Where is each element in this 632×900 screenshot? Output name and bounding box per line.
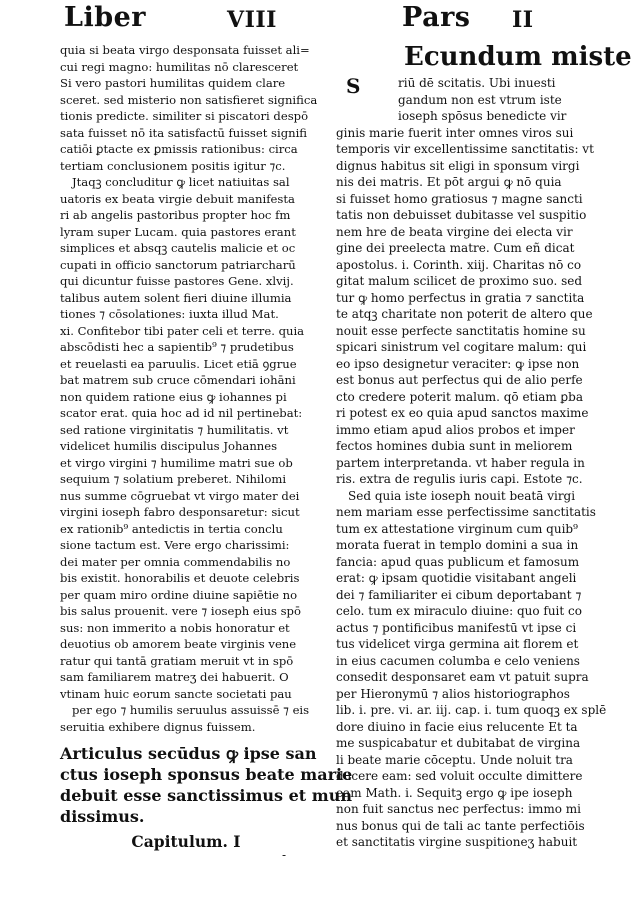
text-line: apostolus. i. Corinth. xiij. Charitas nō co: [336, 257, 582, 272]
text-line: te atqꝫ charitate non poterit de altero que: [336, 307, 593, 321]
text-line: nouit esse perfecte sanctitatis homine su: [336, 323, 586, 338]
text-line: lib. i. pre. vi. ar. iij. cap. i. tum quoqꝫ ex splē: [336, 703, 607, 717]
text-line: fectos homines dubia sunt in meliorem: [336, 439, 573, 453]
article-heading-line: ctus ioseph sponsus beate marie: [60, 765, 353, 784]
left-body-text: [60, 42, 318, 735]
footer-mark: -: [282, 848, 287, 862]
text-line: sata fuisset nō ita satisfactū fuisset signifi: [60, 125, 308, 140]
text-line: gandum non est vtrum iste: [398, 92, 562, 107]
text-line: dore diuino in facie eius relucente Et ta: [336, 719, 578, 734]
text-line: videlicet humilis discipulus Johannes: [60, 439, 278, 453]
text-line: xi. Confitebor tibi pater celi et terre. quia: [60, 323, 305, 338]
text-line: sceret. sed misterio non satisfieret significa: [60, 92, 318, 107]
text-line: celo. tum ex miraculo diuine: quo fuit co: [336, 604, 582, 618]
text-line: et virgo virgini ⁊ humilime matri sue ob: [60, 455, 293, 470]
section-opening-heading: Ecundum miste: [404, 42, 632, 72]
text-line: tus videlicet virga germina ait florem et: [336, 637, 579, 651]
article-heading-line: dissimus.: [60, 807, 145, 826]
text-line: per quam miro ordine diuine sapiētie no: [60, 587, 298, 602]
chapter-heading: [60, 831, 312, 853]
text-line: per ego ⁊ humilis seruulus assuissē ⁊ eis: [72, 703, 310, 717]
text-line: uatoris ex beata virgie debuit manifesta: [60, 191, 295, 206]
text-line: ex rationib⁹ antedictis in tertia conclu: [60, 521, 283, 536]
text-line: consedit desponsaret eam vt patuit supra: [336, 670, 589, 684]
text-line: Si vero pastori humilitas quidem clare: [60, 76, 286, 90]
text-line: deuotius ob amorem beate virginis vene: [60, 637, 297, 651]
text-line: et sanctitatis virgine suspitioneʒ habuit: [336, 835, 578, 849]
text-line: nem mariam esse perfectissime sanctitatis: [336, 505, 596, 519]
text-line: cto credere poterit malum. qō etiam ꝑba: [336, 389, 584, 404]
text-line: riū dē scitatis. Ubi inuesti: [398, 76, 556, 90]
text-line: si fuisset homo gratiosus ⁊ magne sancti: [336, 191, 583, 206]
text-line: tur ꝙ homo perfectus in gratia ⁊ sanctita: [336, 290, 585, 305]
text-line: per Hieronymū ⁊ alios historiographos: [336, 686, 570, 701]
text-line: talibus autem solent fieri diuine illumia: [60, 290, 292, 305]
text-line: est bonus aut perfectus qui de alio perfe: [336, 373, 583, 387]
text-line: sam familiarem matreʒ dei habuerit. O: [60, 670, 289, 684]
article-heading-line: debuit esse sanctissimus et mun: [60, 786, 352, 805]
text-line: abscōdisti hec a sapientib⁹ ⁊ prudetibus: [60, 340, 294, 354]
text-line: actus ⁊ pontificibus manifestū vt ipse ci: [336, 620, 577, 635]
running-head-book-number: VIII: [227, 7, 277, 33]
text-line: Jtaqꝫ concluditur ꝙ licet natiuitas sal: [72, 175, 290, 189]
text-line: nus bonus qui de tali ac tante perfectiōis: [336, 818, 585, 833]
text-line: bat matrem sub cruce cōmendari iohāni: [60, 373, 296, 387]
text-line: eam Math. i. Sequitꝫ ergo ꝙ ipe ioseph: [336, 785, 573, 800]
text-line: ducere eam: sed voluit occulte dimittere: [336, 769, 583, 783]
running-head-book: Liber: [64, 2, 147, 33]
text-line: fancia: apud quas publicum et famosum: [336, 554, 580, 569]
text-line: ri potest ex eo quia apud sanctos maxime: [336, 406, 589, 420]
text-line: lyram super Lucam. quia pastores erant: [60, 224, 296, 239]
text-line: morata fuerat in templo domini a sua in: [336, 538, 579, 552]
text-line: ginis marie fuerit inter omnes viros sui: [336, 125, 574, 140]
text-line: sus: non immerito a nobis honoratur et: [60, 620, 290, 635]
text-line: dignus habitus sit eligi in sponsum virgi: [336, 158, 580, 173]
text-line: ratur qui tantā gratiam meruit vt in spō: [60, 653, 294, 668]
text-line: quia si beata virgo desponsata fuisset ali=: [60, 43, 310, 57]
text-line: bis salus prouenit. vere ⁊ ioseph eius spō: [60, 604, 301, 618]
left-text-column: [60, 42, 353, 853]
text-line: partem interpretanda. vt haber regula in: [336, 455, 585, 470]
text-line: gitat malum scilicet de proximo suo. sed: [336, 274, 583, 288]
text-line: erat: ꝙ ipsam quotidie visitabant angeli: [336, 571, 577, 585]
text-line: vtinam huic eorum sancte societati pau: [60, 686, 292, 701]
running-head-part: Pars: [402, 2, 471, 33]
text-line: immo etiam apud alios probos et imper: [336, 422, 575, 437]
text-line: non fuit sanctus nec perfectus: immo mi: [336, 802, 581, 816]
text-line: spicari sinistrum vel cogitare malum: qui: [336, 340, 587, 354]
text-line: non quidem ratione eius ꝙ iohannes pi: [60, 389, 287, 404]
text-line: dei mater per omnia commendabilis no: [60, 554, 291, 569]
text-line: bis existit. honorabilis et deuote celebris: [60, 571, 300, 585]
text-line: cui regi magno: humilitas nō claresceret: [60, 59, 299, 74]
article-heading-line: Articulus secūdus ꝙ ipse san: [60, 744, 317, 763]
chapter-heading-text: Capitulum. I: [131, 832, 241, 851]
text-line: ris. extra de regulis iuris capi. Estote ⁊c.: [336, 472, 583, 486]
text-line: et reuelasti ea paruulis. Licet etiā ꝯgrue: [60, 356, 297, 371]
text-line: tiones ⁊ cōsolationes: iuxta illud Mat.: [60, 307, 279, 321]
text-line: nis dei matris. Et pōt argui ꝙ nō quia: [336, 175, 562, 189]
text-line: tertiam conclusionem positis igitur ⁊c.: [60, 158, 286, 173]
text-line: me suspicabatur et dubitabat de virgina: [336, 736, 581, 750]
right-text-column: [336, 42, 632, 851]
article-heading: [60, 743, 353, 827]
text-line: simplices et absqꝫ cautelis malicie et oc: [60, 241, 296, 255]
text-line: tatis non debuisset dubitasse vel suspitio: [336, 208, 587, 222]
text-line: gine dei preelecta matre. Cum eñ dicat: [336, 241, 575, 255]
text-line: nem hre de beata virgine dei electa vir: [336, 224, 573, 239]
text-line: virgini ioseph fabro desponsaretur: sicut: [60, 505, 300, 519]
right-body-text: [336, 75, 607, 851]
text-line: ri ab angelis pastoribus propter hoc fm: [60, 208, 291, 222]
text-line: cupati in officio sanctorum patriarcharū: [60, 257, 296, 272]
text-line: Sed quia iste ioseph nouit beatā virgi: [348, 488, 576, 503]
text-line: nus summe cōgruebat vt virgo mater dei: [60, 488, 300, 503]
text-line: scator erat. quia hoc ad id nil pertinebat:: [60, 406, 303, 420]
text-line: in eius cacumen columba e celo veniens: [336, 653, 580, 668]
text-line: li beate marie cōceptu. Unde noluit tra: [336, 752, 573, 767]
text-line: seruitia exhibere dignus fuissem.: [60, 719, 256, 734]
text-line: dei ⁊ familiariter ei cibum deportabant ⁊: [336, 587, 582, 602]
text-line: temporis vir excellentissime sanctitatis: vt: [336, 142, 594, 156]
text-line: sed ratione virginitatis ⁊ humilitatis. vt: [60, 422, 289, 437]
guide-letter-initial: S: [346, 74, 361, 98]
text-line: tum ex attestatione virginum cum quib⁹: [336, 521, 578, 536]
text-line: catiōi ꝑtacte ex ꝑmissis rationibus: circa: [60, 142, 298, 156]
text-line: sione tactum est. Vere ergo charissimi:: [60, 538, 290, 552]
running-head-part-number: II: [512, 7, 534, 33]
text-line: eo ipso designetur veraciter: ꝙ ipse non: [336, 356, 580, 371]
text-line: sequium ⁊ solatium preberet. Nihilomi: [60, 472, 287, 486]
text-line: tionis predicte. similiter si piscatori despō: [60, 109, 309, 123]
text-line: qui dicuntur fuisse pastores Gene. xlvij.: [60, 274, 294, 288]
text-line: ioseph spōsus benedicte vir: [398, 109, 567, 123]
